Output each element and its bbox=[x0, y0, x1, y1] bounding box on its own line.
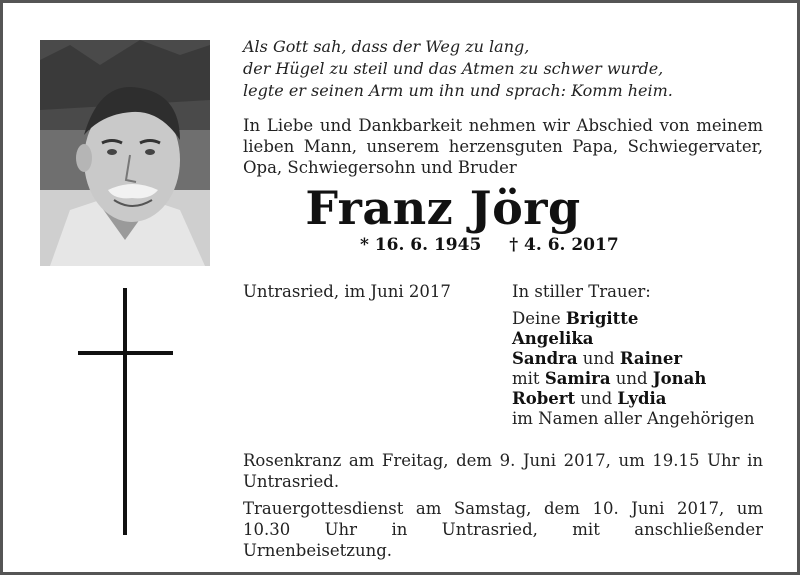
poem-line-2: der Hügel zu steil und das Atmen zu schwer wurde, bbox=[243, 59, 664, 78]
death-date: † 4. 6. 2017 bbox=[509, 235, 619, 255]
mourner-line: im Namen aller Angehörigen bbox=[512, 409, 755, 428]
farewell-intro: In Liebe und Dankbarkeit nehmen wir Abschied von meinem lieben Mann, unserem herzensguten Papa, Schwiegervater, Opa, Schwiegersohn und Bruder bbox=[243, 116, 763, 177]
mourner-line: Deine Brigitte bbox=[512, 309, 639, 328]
cross-beam bbox=[78, 351, 173, 355]
place-date: Untrasried, im Juni 2017 bbox=[243, 282, 451, 301]
mourners-heading: In stiller Trauer: bbox=[512, 282, 651, 301]
mourner-line: Angelika bbox=[512, 329, 594, 348]
mourner-line: mit Samira und Jonah bbox=[512, 369, 707, 388]
funeral-service-notice: Trauergottesdienst am Samstag, dem 10. Juni 2017, um 10.30 Uhr in Untrasried, mit anschließender Urnenbeisetzung. bbox=[243, 499, 763, 560]
cross-icon bbox=[123, 288, 127, 535]
poem-line-3: legte er seinen Arm um ihn und sprach: Komm heim. bbox=[243, 81, 673, 100]
portrait-photo bbox=[40, 40, 210, 266]
life-dates bbox=[360, 235, 641, 255]
mourner-line: Sandra und Rainer bbox=[512, 349, 683, 368]
mourners-list bbox=[512, 282, 755, 429]
poem-line-1: Als Gott sah, dass der Weg zu lang, bbox=[243, 37, 530, 56]
deceased-name: Franz Jörg bbox=[305, 181, 581, 235]
mourner-line: Robert und Lydia bbox=[512, 389, 667, 408]
birth-date: * 16. 6. 1945 bbox=[360, 235, 482, 255]
rosary-notice: Rosenkranz am Freitag, dem 9. Juni 2017, um 19.15 Uhr in Untrasried. bbox=[243, 451, 763, 491]
poem-verse bbox=[243, 36, 673, 102]
portrait-image bbox=[40, 40, 210, 266]
